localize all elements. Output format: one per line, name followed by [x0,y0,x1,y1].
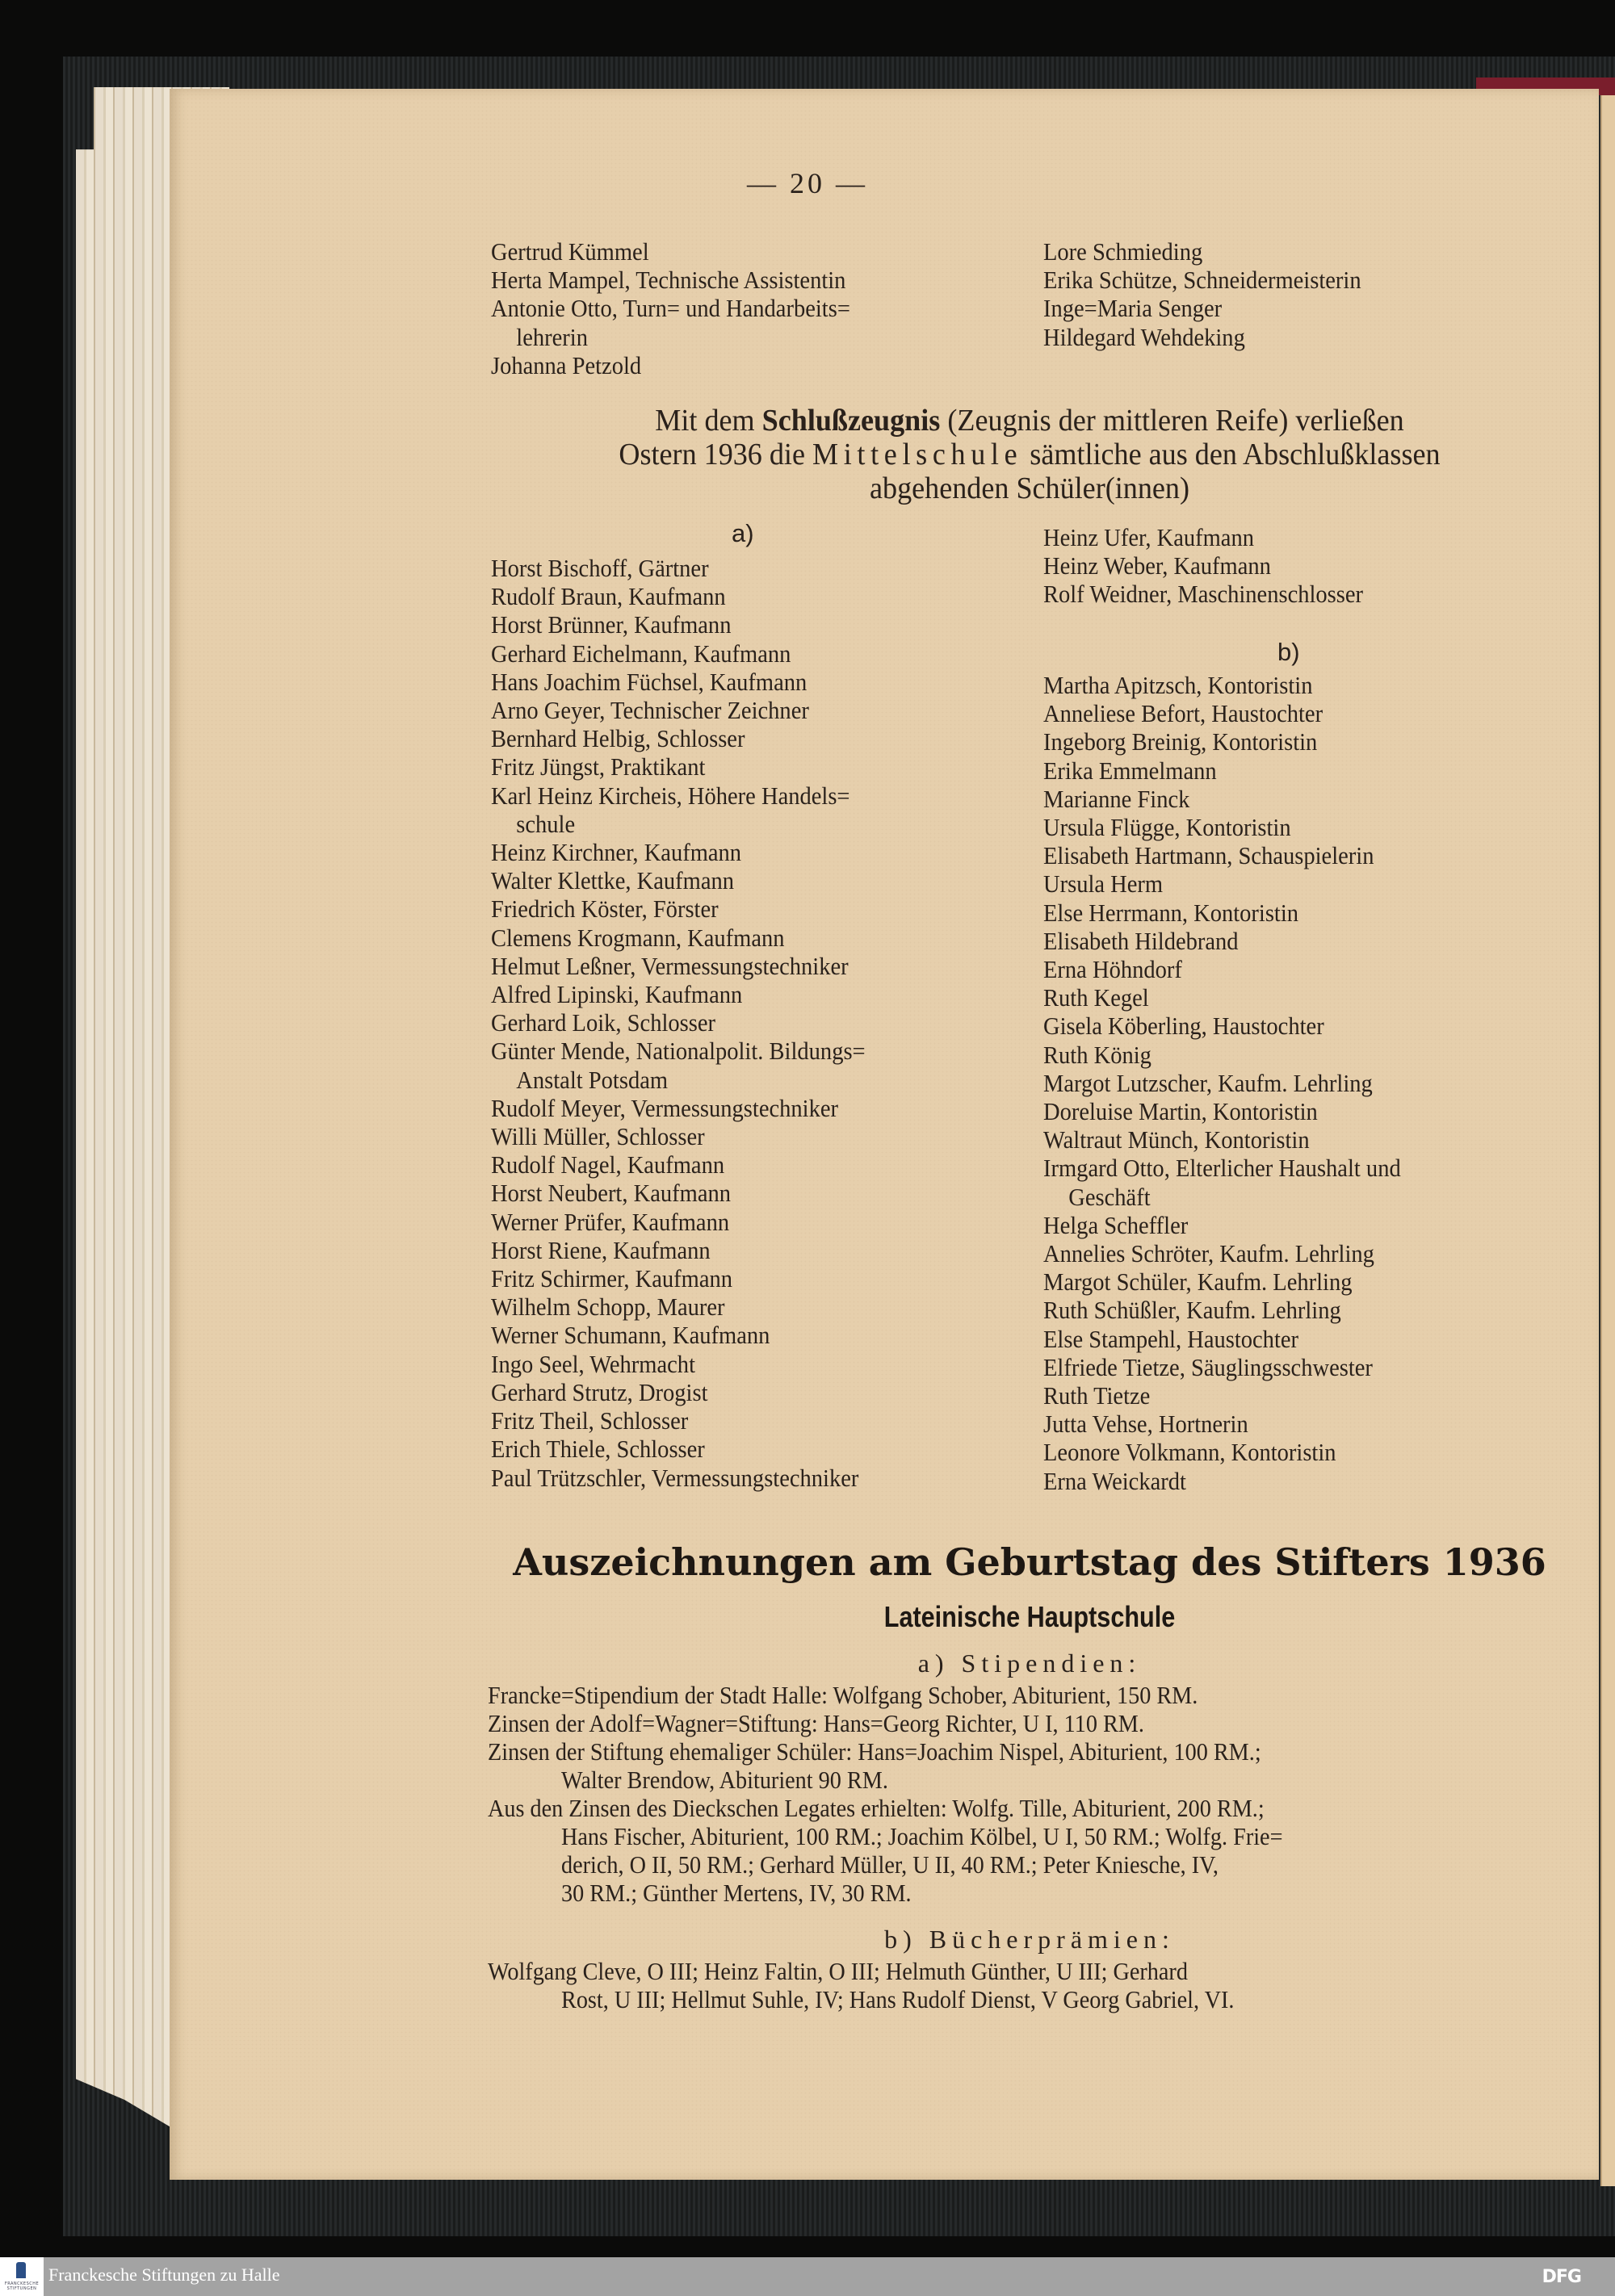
footer-bar [0,2257,1615,2296]
list-item: Bernhard Helbig, Schlosser [491,724,745,753]
list-item: Erna Höhndorf [1043,955,1182,984]
heading-line-2: Ostern 1936 die Mittelschule sämtliche aus den Abschlußklassen [619,438,1441,471]
list-item: Lore Schmieding [1043,237,1203,266]
list-item: Clemens Krogmann, Kaufmann [491,923,785,952]
list-item: Alfred Lipinski, Kaufmann [491,980,743,1009]
stipend-line: Zinsen der Adolf=Wagner=Stiftung: Hans=Georg Richter, U I, 110 RM. [488,1709,1144,1737]
list-item: Werner Prüfer, Kaufmann [491,1207,730,1236]
list-item: Rolf Weidner, Maschinenschlosser [1043,580,1364,609]
heading-line-3: abgehenden Schüler(innen) [870,471,1189,505]
list-item: Anneliese Befort, Haustochter [1043,699,1323,728]
institution-logo [0,2257,44,2296]
list-item: Ingeborg Breinig, Kontoristin [1043,727,1318,756]
list-item: Geschäft [1068,1182,1151,1211]
list-item: Irmgard Otto, Elterlicher Haushalt und [1043,1154,1401,1183]
list-item: Elisabeth Hildebrand [1043,926,1239,955]
page-number: — 20 — [747,167,868,199]
list-item: Rudolf Braun, Kaufmann [491,582,726,611]
list-item: Gerhard Eichelmann, Kaufmann [491,639,791,668]
group-a-left-list [491,554,866,1492]
awards-title: Auszeichnungen am Geburtstag des Stifters 1936 [513,1540,1546,1584]
list-item: Inge=Maria Senger [1043,294,1223,323]
list-item: Martha Apitzsch, Kontoristin [1043,671,1313,699]
list-item: schule [516,809,576,838]
institution-name: Franckesche Stiftungen zu Halle [48,2265,280,2285]
list-item: Fritz Theil, Schlosser [491,1406,689,1435]
list-item: Margot Schüler, Kaufm. Lehrling [1043,1267,1353,1297]
list-item: lehrerin [516,322,588,351]
book-prize-line: Wolfgang Cleve, O III; Heinz Faltin, O III; Helmuth Günther, U III; Gerhard [488,1957,1188,1985]
list-item: Ingo Seel, Wehrmacht [491,1349,695,1378]
francke-statue-icon [16,2262,26,2278]
stipend-line: 30 RM.; Günther Mertens, IV, 30 RM. [561,1879,912,1907]
stipend-line: Francke=Stipendium der Stadt Halle: Wolfgang Schober, Abiturient, 150 RM. [488,1681,1198,1709]
list-item: Gertrud Kümmel [491,237,649,266]
stipend-line: Aus den Zinsen des Dieckschen Legates erhielten: Wolfg. Tille, Abiturient, 200 RM.; [488,1794,1265,1822]
list-item: Elisabeth Hartmann, Schauspielerin [1043,841,1374,870]
list-item: Helmut Leßner, Vermessungstechniker [491,951,849,980]
list-item: Hans Joachim Füchsel, Kaufmann [491,667,808,696]
list-item: Karl Heinz Kircheis, Höhere Handels= [491,781,850,810]
list-item: Hildegard Wehdeking [1043,322,1245,351]
next-page-edge [1600,95,1615,2186]
list-item: Ruth Kegel [1043,983,1149,1012]
list-item: Rudolf Meyer, Vermessungstechniker [491,1093,839,1122]
list-item: Horst Neubert, Kaufmann [491,1179,732,1208]
list-item: Horst Bischoff, Gärtner [491,554,709,582]
list-item: Ruth Tietze [1043,1381,1151,1410]
stipend-line: Zinsen der Stiftung ehemaliger Schüler: Hans=Joachim Nispel, Abiturient, 100 RM.; [488,1737,1261,1766]
top-list-left [491,237,850,379]
section-heading [512,404,1548,505]
list-item: Else Stampehl, Haustochter [1043,1324,1299,1353]
book-prizes-list [488,1957,1524,2013]
list-item: Gisela Köberling, Haustochter [1043,1012,1324,1041]
list-item: Friedrich Köster, Förster [491,895,719,924]
list-item: Jutta Vehse, Hortnerin [1043,1410,1248,1439]
stipends-list [488,1681,1524,1907]
group-b-list [1043,671,1401,1495]
list-item: Annelies Schröter, Kaufm. Lehrling [1043,1239,1374,1268]
list-item: Gerhard Loik, Schlosser [491,1008,716,1037]
list-item: Else Herrmann, Kontoristin [1043,898,1299,927]
dfg-logo: DFG [1542,2267,1581,2287]
stipend-line: Hans Fischer, Abiturient, 100 RM.; Joachim Kölbel, U I, 50 RM.; Wolfg. Frie= [561,1822,1283,1850]
top-list-right [1043,237,1361,351]
list-item: Waltraut Münch, Kontoristin [1043,1125,1310,1154]
list-item: Ursula Flügge, Kontoristin [1043,813,1291,842]
list-item: Ruth König [1043,1040,1151,1069]
list-item: Elfriede Tietze, Säuglingsschwester [1043,1352,1373,1381]
list-item: Ruth Schüßler, Kaufm. Lehrling [1043,1296,1341,1325]
list-item: Ursula Herm [1043,869,1164,899]
list-item: Horst Brünner, Kaufmann [491,610,732,639]
logo-caption: FRANCKESCHE STIFTUNGEN [4,2281,40,2291]
heading-line-1: Mit dem Schlußzeugnis (Zeugnis der mittleren Reife) verließen [655,404,1404,438]
list-item: Werner Schumann, Kaufmann [491,1321,770,1350]
list-item: Wilhelm Schopp, Maurer [491,1293,725,1322]
list-item: Horst Riene, Kaufmann [491,1235,711,1264]
school-title: Lateinische Hauptschule [883,1600,1176,1633]
stipends-label: a) Stipendien: [917,1649,1142,1678]
stipend-line: Walter Brendow, Abiturient 90 RM. [561,1766,888,1794]
list-item: Erich Thiele, Schlosser [491,1435,705,1464]
list-item: Rudolf Nagel, Kaufmann [491,1150,725,1179]
list-item: Erna Weickardt [1043,1466,1186,1495]
list-item: Paul Trützschler, Vermessungstechniker [491,1463,859,1492]
list-item: Johanna Petzold [491,350,642,379]
list-item: Doreluise Martin, Kontoristin [1043,1097,1318,1126]
stipend-line: derich, O II, 50 RM.; Gerhard Müller, U II, 40 RM.; Peter Kniesche, IV, [561,1850,1219,1879]
list-item: Willi Müller, Schlosser [491,1122,705,1151]
list-item: Günter Mende, Nationalpolit. Bildungs= [491,1037,866,1066]
list-item: Heinz Ufer, Kaufmann [1043,523,1254,551]
list-item: Margot Lutzscher, Kaufm. Lehrling [1043,1068,1373,1097]
books-label: b) Bücherprämien: [884,1925,1175,1954]
book-prize-line: Rost, U III; Hellmut Suhle, IV; Hans Rudolf Dienst, V Georg Gabriel, VI. [561,1985,1235,2013]
group-b-label: b) [1277,638,1300,666]
list-item: Walter Klettke, Kaufmann [491,866,735,895]
group-a-label: a) [732,519,754,547]
list-item: Helga Scheffler [1043,1210,1189,1239]
list-item: Heinz Weber, Kaufmann [1043,551,1271,580]
group-a-right-list [1043,523,1363,609]
list-item: Marianne Finck [1043,784,1190,813]
list-item: Heinz Kirchner, Kaufmann [491,838,742,867]
list-item: Anstalt Potsdam [516,1065,669,1094]
list-item: Erika Schütze, Schneidermeisterin [1043,266,1361,295]
list-item: Gerhard Strutz, Drogist [491,1377,708,1406]
list-item: Antonie Otto, Turn= und Handarbeits= [491,294,850,323]
list-item: Herta Mampel, Technische Assistentin [491,266,846,295]
list-item: Leonore Volkmann, Kontoristin [1043,1438,1336,1467]
list-item: Arno Geyer, Technischer Zeichner [491,696,809,725]
list-item: Fritz Jüngst, Praktikant [491,752,706,781]
list-item: Erika Emmelmann [1043,756,1217,785]
list-item: Fritz Schirmer, Kaufmann [491,1264,733,1293]
